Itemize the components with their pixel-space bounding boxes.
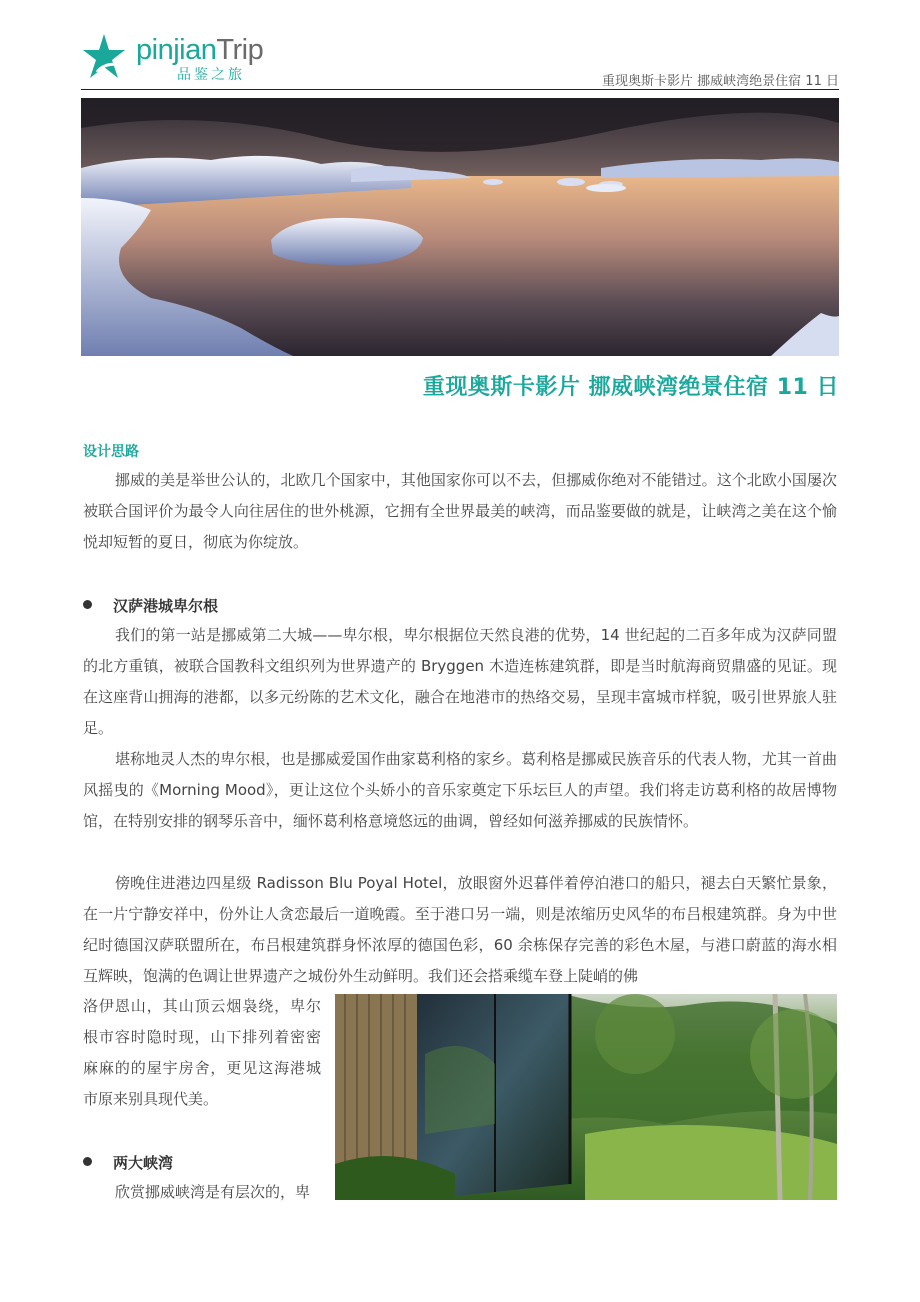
bullet-heading-two-fjords-text: 两大峡湾 xyxy=(113,1154,174,1172)
logo-chinese-name: 品鉴之旅 xyxy=(177,67,245,83)
header-divider xyxy=(81,89,839,90)
bullet-dot-icon xyxy=(83,600,92,609)
logo-wordmark-pinjian: pinjian xyxy=(136,34,217,66)
two-fjords-paragraph: 欣赏挪威峡湾是有层次的，卑 xyxy=(115,1183,311,1201)
page-header xyxy=(81,30,839,90)
design-concept-paragraph: 挪威的美是举世公认的，北欧几个国家中，其他国家你可以不去，但挪威你绝对不能错过。这个北欧小国屡次被联合国评价为最令人向往居住的世外桃源，它拥有全世界最美的峡湾，而品鉴要做的就是，让峡湾之美在这个愉悦却短暂的夏日，彻底为你绽放。 xyxy=(83,471,837,551)
bergen-paragraph-3-continued: 洛伊恩山，其山顶云烟袅绕，卑尔根市容时隐时现，山下排列着密密麻麻的的屋宇房舍，更见这海港城市原来别具现代美。 xyxy=(83,997,321,1108)
bullet-heading-bergen xyxy=(83,595,218,616)
glass-cabin-photo xyxy=(335,994,837,1200)
itinerary-title: 重现奥斯卡影片 挪威峡湾绝景住宿 11 日 xyxy=(422,375,839,400)
logo-wordmark-trip: Trip xyxy=(216,34,264,66)
header-document-title: 重现奥斯卡影片 挪威峡湾绝景住宿 11 日 xyxy=(602,74,839,89)
pinjiantrip-logo xyxy=(81,30,281,86)
bullet-heading-two-fjords xyxy=(83,1152,173,1173)
section-label-design-concept: 设计思路 xyxy=(83,444,139,460)
fjord-sunset-photo xyxy=(81,98,839,356)
star-logo-icon xyxy=(81,32,127,82)
bergen-paragraph-2: 堪称地灵人杰的卑尔根，也是挪威爱国作曲家葛利格的家乡。葛利格是挪威民族音乐的代表人物，尤其一首曲风摇曳的《Morning Mood》，更让这位个头娇小的音乐家奠定下乐坛巨人的声望。我们将走访葛利格的故居博物馆，在特别安排的钢琴乐音中，缅怀葛利格意境悠远的曲调，曾经如何滋养挪威的民族情怀。 xyxy=(83,750,837,830)
bullet-heading-bergen-text: 汉萨港城卑尔根 xyxy=(113,597,219,615)
bullet-dot-icon xyxy=(83,1157,92,1166)
bergen-paragraph-1: 我们的第一站是挪威第二大城——卑尔根，卑尔根据位天然良港的优势，14 世纪起的二百多年成为汉萨同盟的北方重镇，被联合国教科文组织列为世界遗产的 Bryggen 木造连栋建筑群，即是当时航海商贸鼎盛的见证。现在这座背山拥海的港都，以多元纷陈的艺术文化，融合在地港市的热络交易，呈现丰富城市样貌，吸引世界旅人驻足。 xyxy=(83,626,837,737)
bergen-paragraph-3: 傍晚住进港边四星级 Radisson Blu Poyal Hotel，放眼窗外迟暮伴着停泊港口的船只，褪去白天繁忙景象，在一片宁静安祥中，份外让人贪恋最后一道晚霞。至于港口另一端，则是浓缩历史风华的布吕根建筑群。身为中世纪时德国汉萨联盟所在，布吕根建筑群身怀浓厚的德国色彩，60 余栋保存完善的彩色木屋，与港口蔚蓝的海水相互辉映，饱满的色调让世界遗产之城份外生动鲜明。我们还会搭乘缆车登上陡峭的佛 xyxy=(83,874,837,985)
logo-wordmark xyxy=(136,34,263,67)
